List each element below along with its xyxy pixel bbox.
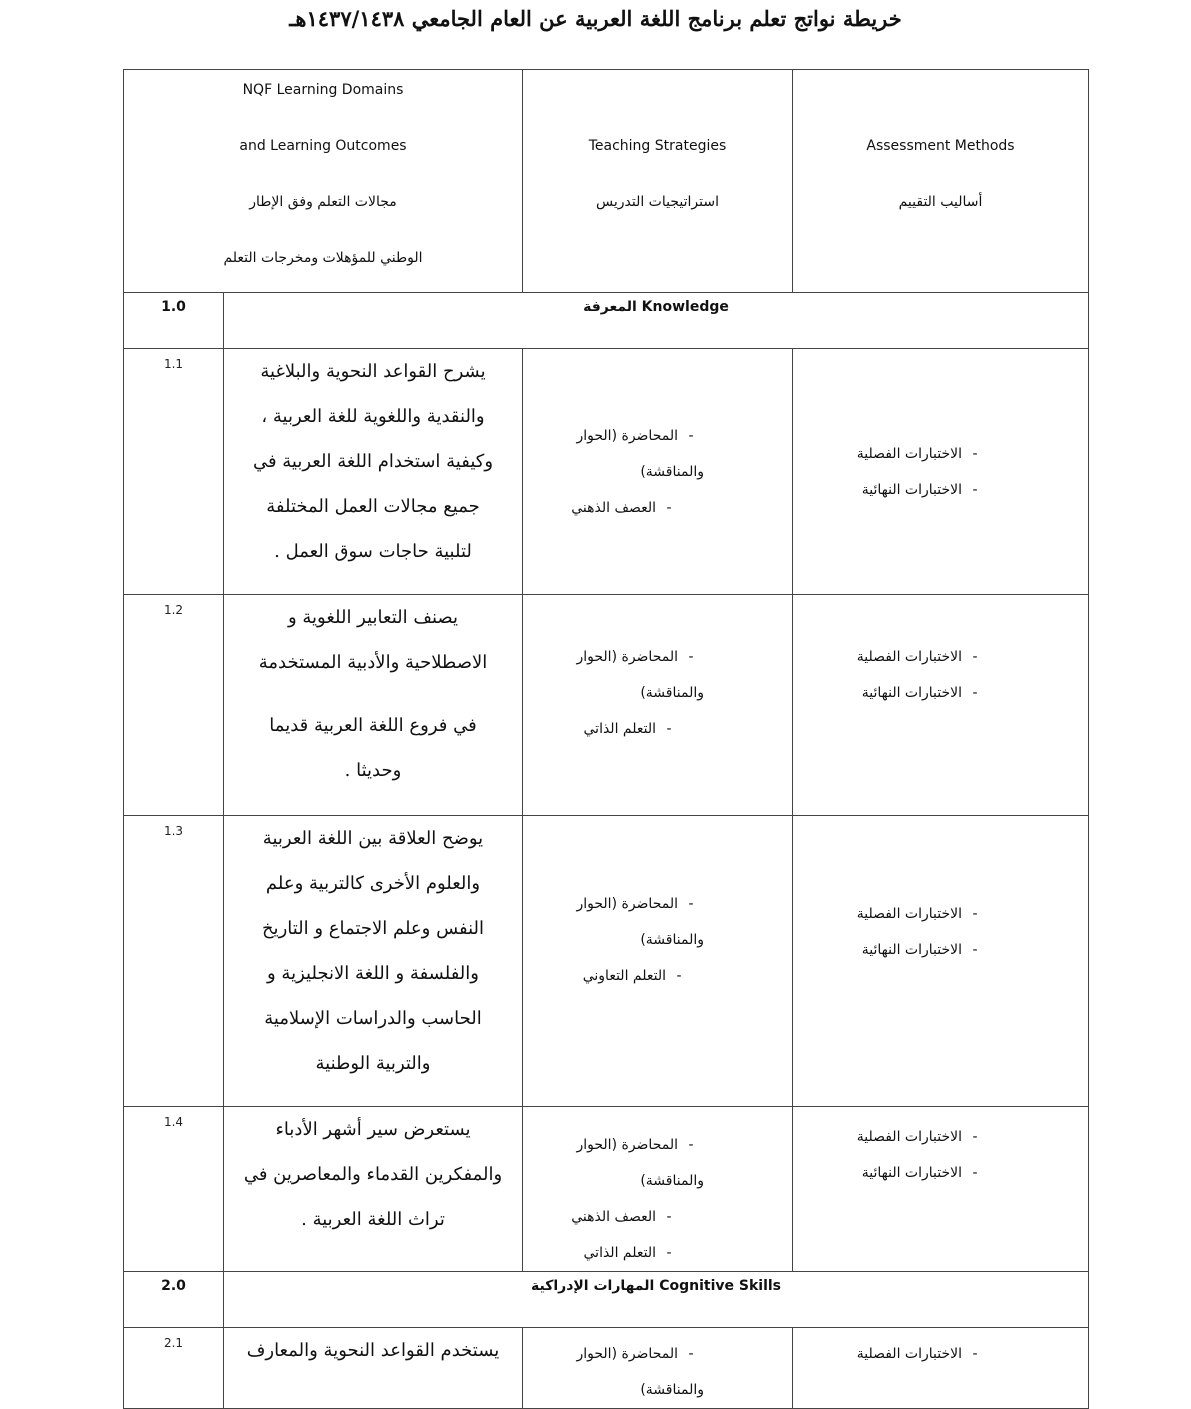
outcome-number-cell — [124, 816, 224, 1107]
strategies-cell — [523, 1107, 793, 1272]
outcome-line: والفلسفة و اللغة الانجليزية و — [267, 963, 479, 984]
domains-header-ar-1: مجالات التعلم وفق الإطار — [249, 194, 397, 210]
outcome-line: في فروع اللغة العربية قديما — [269, 715, 477, 736]
domains-header-ar-2: الوطني للمؤهلات ومخرجات التعلم — [223, 250, 423, 266]
assessments-cell — [793, 1107, 1089, 1272]
section-number: 2.0 — [124, 1272, 224, 1328]
list-item: -الاختبارات النهائية — [861, 481, 978, 498]
table-row-1-2 — [124, 595, 1089, 816]
list-item: -المحاضرة (الحوار والمناقشة) — [576, 1137, 704, 1189]
outcome-line: يستعرض سير أشهر الأدباء — [275, 1119, 471, 1140]
strategies-cell — [523, 349, 793, 595]
list-item: -العصف الذهني — [571, 1209, 672, 1225]
outcome-number: 1.1 — [163, 357, 184, 371]
list-item: -المحاضرة (الحوار والمناقشة) — [576, 427, 704, 480]
outcome-cell — [224, 816, 523, 1107]
list-item: -المحاضرة (الحوار والمناقشة) — [576, 1346, 704, 1398]
outcome-number-cell — [124, 595, 224, 816]
list-item: -الاختبارات الفصلية — [856, 649, 978, 665]
list-item: -الاختبارات النهائية — [861, 942, 978, 958]
outcome-number: 1.4 — [163, 1115, 184, 1129]
outcome-line: الاصطلاحية والأدبية المستخدمة — [258, 652, 488, 673]
list-item: -الاختبارات الفصلية — [856, 906, 978, 922]
strategies-header-ar: استراتيجيات التدريس — [596, 194, 719, 210]
learning-outcomes-map-table — [123, 69, 1089, 1409]
outcome-line: النفس وعلم الاجتماع و التاريخ — [261, 918, 485, 939]
outcome-number: 1.2 — [163, 603, 184, 617]
domains-header-en-1: NQF Learning Domains — [242, 82, 404, 98]
section-title-cell — [224, 293, 1089, 349]
strategies-header-cell — [523, 70, 793, 293]
list-item: -التعلم الذاتي — [583, 721, 672, 737]
outcome-line: وحديثا . — [344, 760, 402, 781]
list-item: -الاختبارات النهائية — [861, 1165, 978, 1181]
outcome-line: وكيفية استخدام اللغة العربية في — [252, 451, 494, 472]
outcome-line: تراث اللغة العربية . — [301, 1209, 445, 1230]
list-item: -الاختبارات الفصلية — [856, 1129, 978, 1145]
section-number: 1.0 — [124, 293, 224, 349]
outcome-line: يصنف التعابير اللغوية و — [287, 607, 459, 628]
strategies-cell — [523, 816, 793, 1107]
document-title: خريطة نواتج تعلم برنامج اللغة العربية عن العام الجامعي ١٤٣٧/١٤٣٨هـ — [289, 6, 902, 31]
list-item: -المحاضرة (الحوار والمناقشة) — [576, 649, 704, 701]
section-title-cell — [224, 1272, 1089, 1328]
table-row-1-1 — [124, 349, 1089, 595]
strategies-header-en: Teaching Strategies — [588, 138, 727, 154]
strategies-cell — [523, 1328, 793, 1409]
list-item: -التعلم الذاتي — [583, 1245, 672, 1261]
table-row-1-3 — [124, 816, 1089, 1107]
section-row-knowledge — [124, 293, 1089, 349]
domains-header-cell — [124, 70, 523, 293]
outcome-line: والتربية الوطنية — [315, 1053, 431, 1074]
outcome-number-cell — [124, 1107, 224, 1272]
assessments-cell — [793, 349, 1089, 595]
outcome-cell — [224, 595, 523, 816]
outcome-line: والمفكرين القدماء والمعاصرين في — [243, 1164, 503, 1185]
table-row-2-1 — [124, 1328, 1089, 1409]
assessment-header-cell — [793, 70, 1089, 293]
list-item: -الاختبارات النهائية — [861, 685, 978, 701]
domains-header-en-2: and Learning Outcomes — [239, 138, 407, 154]
outcome-cell — [224, 1328, 523, 1409]
outcome-cell — [224, 349, 523, 595]
outcome-line: يستخدم القواعد النحوية والمعارف — [246, 1340, 500, 1361]
outcome-number-cell — [124, 1328, 224, 1409]
outcome-cell — [224, 1107, 523, 1272]
outcome-number: 2.1 — [163, 1336, 184, 1350]
section-title: المهارات الإدراكية Cognitive Skills — [530, 1278, 782, 1294]
strategies-cell — [523, 595, 793, 816]
outcome-line: يشرح القواعد النحوية والبلاغية — [260, 361, 486, 382]
assessments-cell — [793, 1328, 1089, 1409]
assessments-cell — [793, 816, 1089, 1107]
assessments-cell — [793, 595, 1089, 816]
outcome-line: الحاسب والدراسات الإسلامية — [264, 1008, 482, 1029]
outcome-line: والنقدية واللغوية للغة العربية ، — [261, 406, 485, 427]
section-title: المعرفة Knowledge — [583, 299, 729, 315]
list-item: -الاختبارات الفصلية — [856, 445, 978, 462]
table-header-row — [124, 70, 1089, 293]
outcome-number-cell — [124, 349, 224, 595]
list-item: -الاختبارات الفصلية — [856, 1346, 978, 1362]
assessment-header-ar: أساليب التقييم — [898, 194, 983, 210]
outcome-line: والعلوم الأخرى كالتربية وعلم — [265, 873, 481, 894]
list-item: -العصف الذهني — [571, 499, 672, 516]
assessment-header-en: Assessment Methods — [866, 138, 1015, 154]
list-item: -التعلم التعاوني — [582, 968, 682, 984]
outcome-line: جميع مجالات العمل المختلفة — [266, 496, 480, 517]
table-row-1-4 — [124, 1107, 1089, 1272]
outcome-line: يوضح العلاقة بين اللغة العربية — [262, 828, 484, 849]
section-row-cognitive — [124, 1272, 1089, 1328]
outcome-line: لتلبية حاجات سوق العمل . — [274, 541, 472, 562]
list-item: -المحاضرة (الحوار والمناقشة) — [576, 896, 704, 948]
outcome-number: 1.3 — [163, 824, 184, 838]
